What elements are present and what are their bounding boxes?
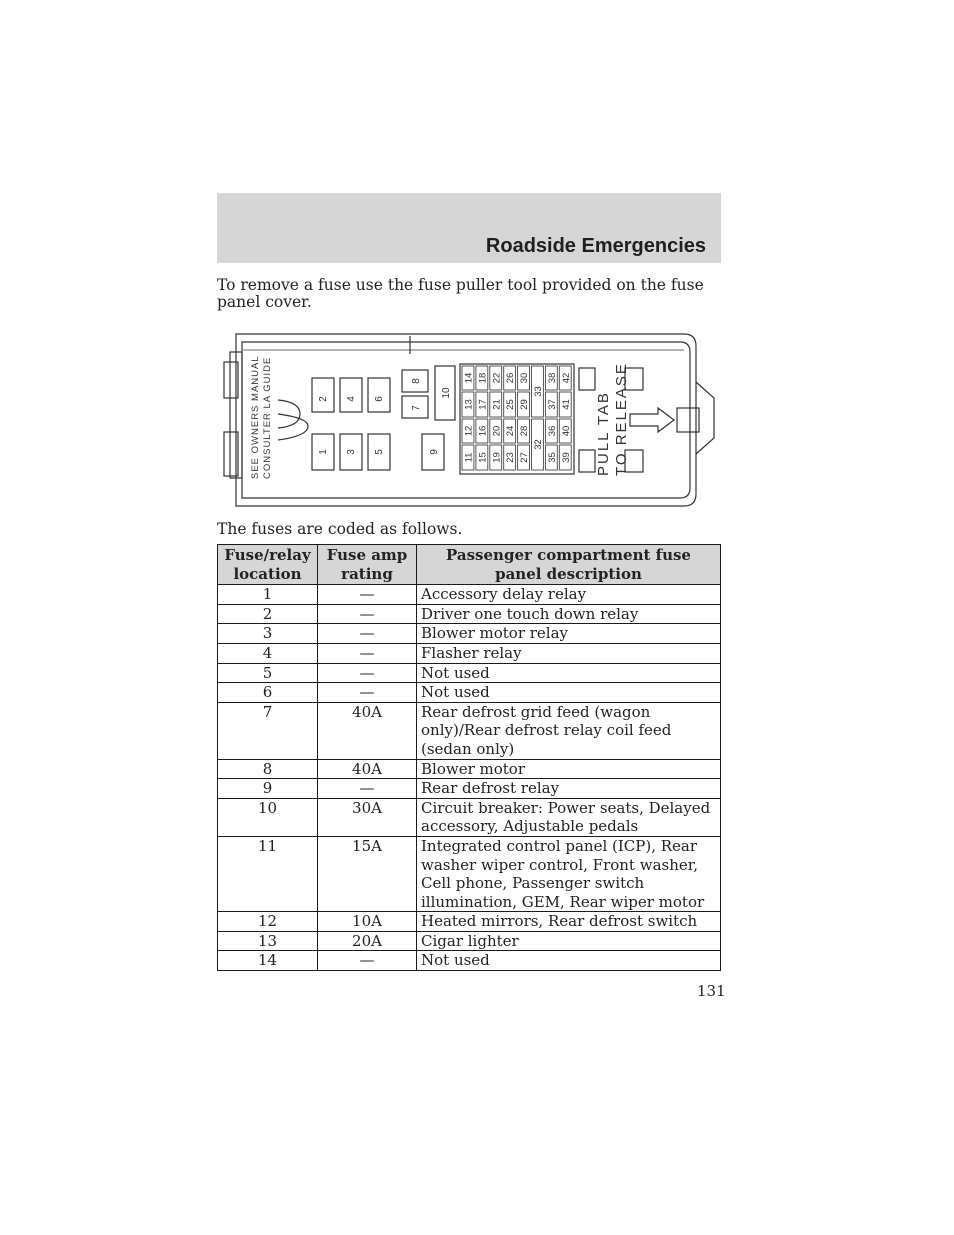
- pull-tab-text: PULL TAB: [595, 391, 612, 476]
- table-row: [218, 604, 721, 624]
- mini-fuse-label: 25: [505, 399, 517, 410]
- relay-label-1: 1: [318, 449, 329, 455]
- mini-fuse-label: 39: [560, 452, 572, 463]
- relay-4: [340, 378, 362, 412]
- location-cell: 9: [218, 779, 318, 799]
- header-description: Passenger compartment fuse panel description: [417, 545, 721, 585]
- description-cell: Integrated control panel (ICP), Rear washer wiper control, Front washer, Cell phone, Passenger switch illumination, GEM, Rear wiper motor: [417, 836, 721, 911]
- location-cell: 8: [218, 759, 318, 779]
- coded-paragraph: The fuses are coded as follows.: [217, 520, 463, 538]
- mini-fuse-label: 23: [505, 452, 517, 463]
- svg-text:7: 7: [411, 405, 422, 411]
- relay-2: [312, 378, 334, 412]
- header-location: Fuse/relay location: [218, 545, 318, 585]
- mini-fuse-label: 24: [505, 425, 517, 437]
- location-cell: 12: [218, 912, 318, 932]
- amp-cell: 20A: [318, 931, 417, 951]
- description-cell: Accessory delay relay: [417, 585, 721, 605]
- mini-fuse-label: 40: [560, 425, 572, 437]
- amp-cell: —: [318, 683, 417, 703]
- relay-label-6: 6: [374, 396, 385, 402]
- description-cell: Not used: [417, 683, 721, 703]
- table-row: [218, 779, 721, 799]
- relay-6: [368, 378, 390, 412]
- table-row: [218, 663, 721, 683]
- side-text-1: SEE OWNERS MANUAL: [250, 355, 261, 479]
- mini-fuse-label: 33: [532, 386, 544, 397]
- amp-cell: 15A: [318, 836, 417, 911]
- mini-fuse-label: 20: [491, 425, 503, 437]
- fuse-table: [217, 544, 721, 971]
- intro-paragraph: To remove a fuse use the fuse puller tool provided on the fuse panel cover.: [217, 276, 704, 311]
- amp-cell: —: [318, 663, 417, 683]
- relay-label-5: 5: [374, 449, 385, 455]
- relay-label-3: 3: [346, 449, 357, 455]
- svg-text:10: 10: [441, 387, 452, 399]
- side-text-2: CONSULTER LA GUIDE: [262, 356, 273, 479]
- amp-cell: 40A: [318, 702, 417, 759]
- description-cell: Blower motor: [417, 759, 721, 779]
- table-row: [218, 759, 721, 779]
- description-cell: Not used: [417, 951, 721, 971]
- mini-fuse-label: 42: [560, 372, 572, 384]
- description-cell: Driver one touch down relay: [417, 604, 721, 624]
- description-cell: Flasher relay: [417, 643, 721, 663]
- location-cell: 4: [218, 643, 318, 663]
- table-row: [218, 931, 721, 951]
- svg-text:8: 8: [411, 378, 422, 384]
- table-row: [218, 643, 721, 663]
- location-cell: 3: [218, 624, 318, 644]
- table-row: [218, 624, 721, 644]
- mini-fuse-label: 21: [491, 399, 503, 410]
- amp-cell: 40A: [318, 759, 417, 779]
- page-number: 131: [697, 982, 726, 1000]
- amp-cell: —: [318, 624, 417, 644]
- section-title: Roadside Emergencies: [485, 235, 706, 257]
- mini-fuse-label: 26: [505, 372, 517, 384]
- location-cell: 6: [218, 683, 318, 703]
- section-header-band: [217, 193, 721, 263]
- mini-fuse-label: 27: [519, 452, 531, 463]
- release-text: TO RELEASE: [613, 362, 630, 476]
- mini-fuse-label: 35: [546, 452, 558, 463]
- location-cell: 5: [218, 663, 318, 683]
- table-header-row: [218, 545, 721, 585]
- mini-fuse-label: 37: [546, 399, 558, 410]
- location-cell: 14: [218, 951, 318, 971]
- mini-fuse-label: 30: [519, 372, 531, 384]
- table-row: [218, 912, 721, 932]
- amp-cell: —: [318, 643, 417, 663]
- header-amp-rating: Fuse amp rating: [318, 545, 417, 585]
- amp-cell: —: [318, 604, 417, 624]
- mini-fuse-label: 11: [463, 452, 475, 463]
- mini-fuse-label: 13: [463, 399, 475, 410]
- location-cell: 2: [218, 604, 318, 624]
- description-cell: Blower motor relay: [417, 624, 721, 644]
- amp-cell: 30A: [318, 798, 417, 836]
- mini-fuse-label: 36: [546, 425, 558, 437]
- mini-fuse-label: 29: [519, 399, 531, 410]
- location-cell: 11: [218, 836, 318, 911]
- table-row: [218, 951, 721, 971]
- table-row: [218, 798, 721, 836]
- location-cell: 13: [218, 931, 318, 951]
- relay-label-4: 4: [346, 396, 357, 402]
- description-cell: Rear defrost grid feed (wagon only)/Rear defrost relay coil feed (sedan only): [417, 702, 721, 759]
- table-row: [218, 585, 721, 605]
- mini-fuse-label: 15: [477, 452, 489, 463]
- relay-label-2: 2: [318, 396, 329, 402]
- table-row: [218, 836, 721, 911]
- mini-fuse-label: 22: [491, 372, 503, 384]
- mini-fuse-label: 12: [463, 425, 475, 437]
- location-cell: 7: [218, 702, 318, 759]
- description-cell: Rear defrost relay: [417, 779, 721, 799]
- amp-cell: 10A: [318, 912, 417, 932]
- description-cell: Circuit breaker: Power seats, Delayed accessory, Adjustable pedals: [417, 798, 721, 836]
- mini-fuse-label: 38: [546, 372, 558, 384]
- location-cell: 1: [218, 585, 318, 605]
- svg-text:9: 9: [429, 449, 440, 455]
- description-cell: Cigar lighter: [417, 931, 721, 951]
- amp-cell: —: [318, 779, 417, 799]
- mini-fuse-label: 19: [491, 452, 503, 463]
- amp-cell: —: [318, 585, 417, 605]
- mini-fuse-label: 28: [519, 425, 531, 437]
- mini-fuse-label: 14: [463, 372, 475, 384]
- amp-cell: —: [318, 951, 417, 971]
- description-cell: Not used: [417, 663, 721, 683]
- description-cell: Heated mirrors, Rear defrost switch: [417, 912, 721, 932]
- mini-fuse-label: 17: [477, 399, 489, 410]
- mini-fuse-label: 16: [477, 425, 489, 437]
- mini-fuse-label: 41: [560, 399, 572, 410]
- location-cell: 10: [218, 798, 318, 836]
- table-row: [218, 702, 721, 759]
- table-row: [218, 683, 721, 703]
- mini-fuse-label: 32: [532, 439, 544, 450]
- mini-fuse-label: 18: [477, 372, 489, 384]
- fuse-panel-diagram: [222, 322, 718, 510]
- release-arrow-icon: [630, 408, 674, 432]
